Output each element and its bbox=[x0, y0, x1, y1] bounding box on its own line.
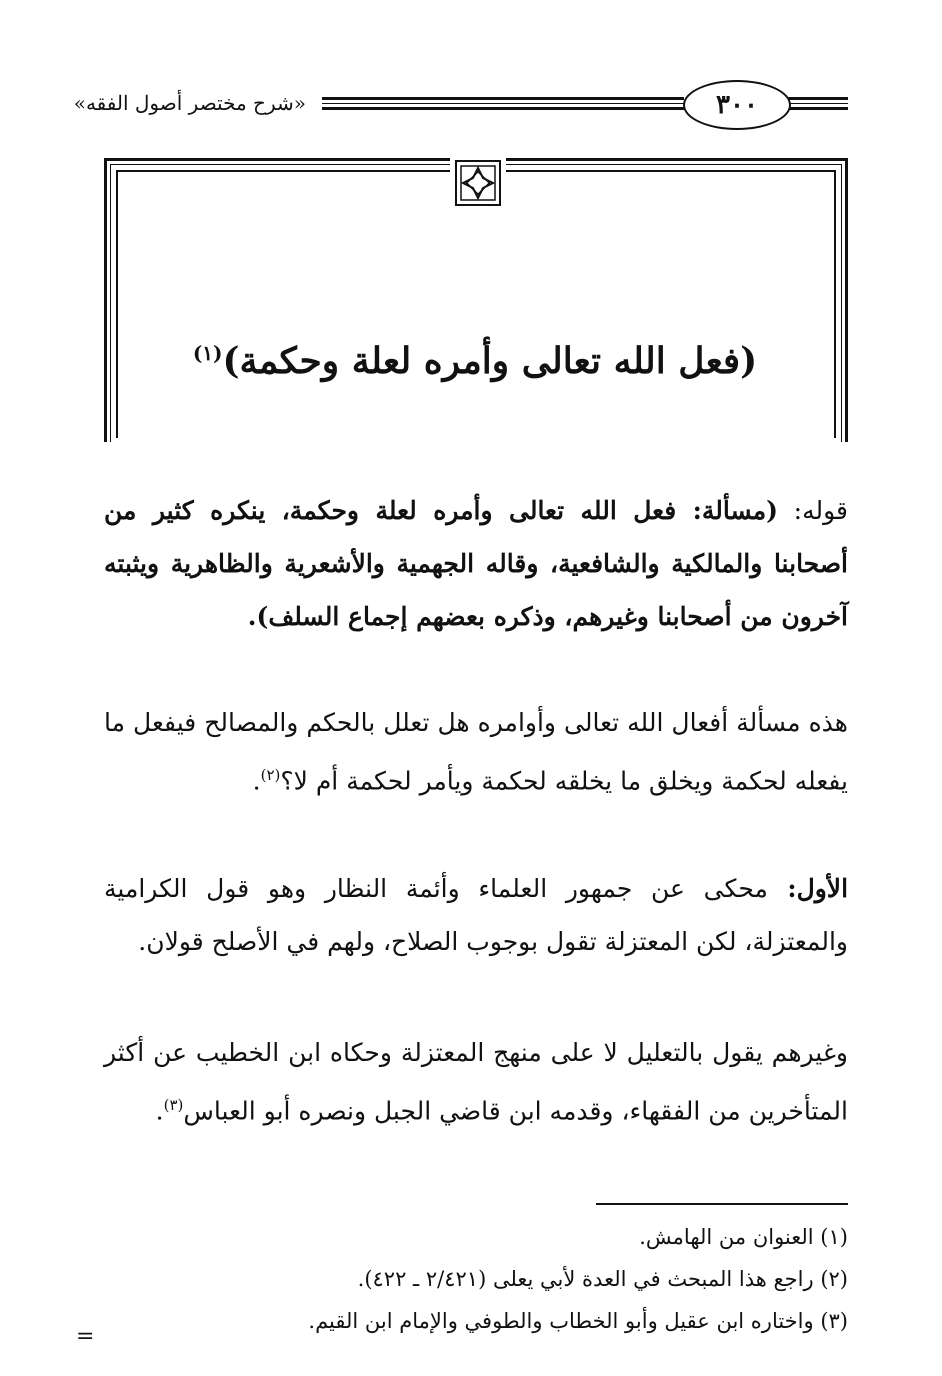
page-number: ٣٠٠ bbox=[683, 80, 791, 130]
paragraph-4-text: وغيرهم يقول بالتعليل لا على منهج المعتزلة وحكاه ابن الخطيب عن أكثر المتأخرين من الفقهاء، وقدمه ابن قاضي الجبل ونصره أبو العباس bbox=[104, 1038, 848, 1126]
chapter-title bbox=[155, 318, 795, 388]
ornament-icon bbox=[453, 158, 503, 208]
header-rule-left bbox=[322, 97, 684, 111]
paragraph-2-text: هذه مسألة أفعال الله تعالى وأوامره هل تعلل بالحكم والمصالح فيفعل ما يفعله لحكمة ويخلق ما يخلقه لحكمة ويأمر لحكمة أم لا؟ bbox=[104, 708, 848, 796]
paragraph-1-lead: قوله: bbox=[778, 496, 848, 525]
paragraph-4 bbox=[104, 1026, 848, 1137]
chapter-footnote-ref: (١) bbox=[192, 341, 223, 365]
paragraph-4-end: . bbox=[155, 1096, 164, 1126]
paragraph-2-end: . bbox=[252, 766, 261, 796]
paragraph-3-lead: الأول: bbox=[767, 874, 849, 903]
footnote-3: (٣) واختاره ابن عقيل وأبو الخطاب والطوفي والإمام ابن القيم. bbox=[308, 1309, 848, 1333]
paragraph-1 bbox=[104, 484, 848, 643]
footnote-2: (٢) راجع هذا المبحث في العدة لأبي يعلى (٢/٤٢١ ـ ٤٢٢). bbox=[357, 1267, 848, 1291]
paragraph-2 bbox=[104, 696, 848, 807]
footnote-1: (١) العنوان من الهامش. bbox=[639, 1225, 848, 1249]
chapter-title-text: (فعل الله تعالى وأمره لعلة وحكمة) bbox=[222, 340, 758, 382]
header-rule-right bbox=[786, 97, 848, 111]
paragraph-1-quote: (مسألة: فعل الله تعالى وأمره لعلة وحكمة، ينكره كثير من أصحابنا والمالكية والشافعية، وقاله الجهمية والأشعرية والظاهرية ويثبته آخرون من أصحابنا وغيرهم، وذكره بعضهم إجماع السلف). bbox=[104, 496, 848, 631]
paragraph-3-text: محكى عن جمهور العلماء وأئمة النظار وهو قول الكرامية والمعتزلة، لكن المعتزلة تقول بوجوب الصلاح، ولهم في الأصلح قولان. bbox=[104, 874, 848, 956]
footnote-separator bbox=[596, 1203, 848, 1205]
paragraph-4-ref: (٣) bbox=[163, 1096, 184, 1114]
running-header-book-title: «شرح مختصر أصول الفقه» bbox=[73, 91, 306, 115]
paragraph-3 bbox=[104, 862, 848, 968]
margin-mark: = bbox=[76, 1324, 95, 1349]
paragraph-2-ref: (٢) bbox=[260, 766, 281, 784]
